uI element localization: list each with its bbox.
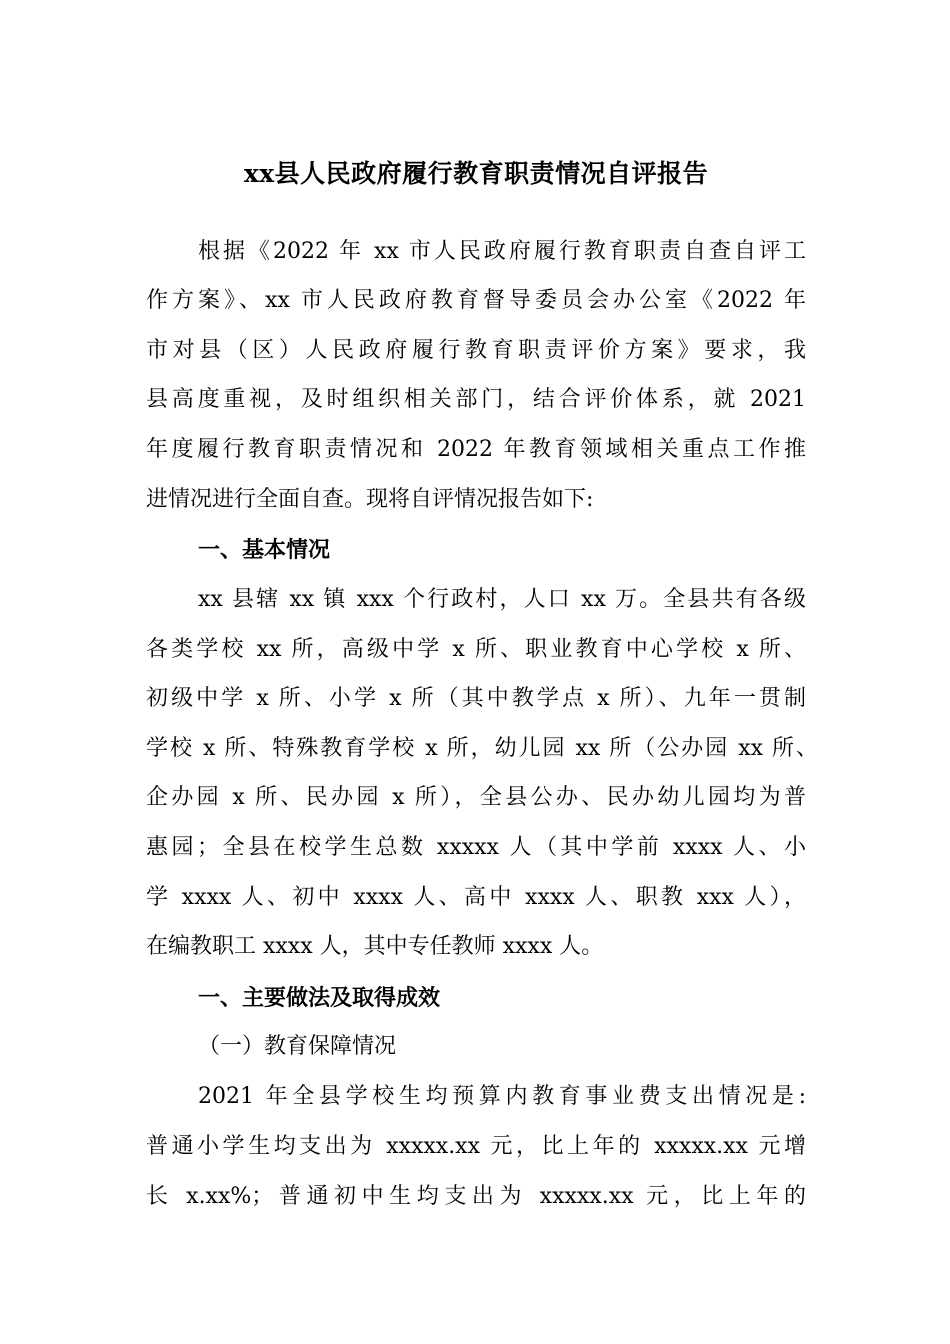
paragraph-line: 初级中学 x 所、小学 x 所（其中教学点 x 所）、九年一贯制: [146, 686, 806, 711]
paragraph-line: 各类学校 xx 所，高级中学 x 所、职业教育中心学校 x 所、: [146, 637, 806, 662]
paragraph-line: 学 xxxx 人、初中 xxxx 人、高中 xxxx 人、职教 xxx 人），: [146, 885, 806, 910]
paragraph-line: 年度履行教育职责情况和 2022 年教育领域相关重点工作推: [146, 437, 806, 462]
section-heading: 一、主要做法及取得成效: [198, 985, 441, 1011]
subsection-heading: （一）教育保障情况: [198, 1034, 397, 1059]
paragraph-line: 2021 年全县学校生均预算内教育事业费支出情况是:: [198, 1084, 806, 1109]
paragraph-line: 学校 x 所、特殊教育学校 x 所，幼儿园 xx 所（公办园 xx 所、: [146, 736, 818, 761]
paragraph-line: xx 县辖 xx 镇 xxx 个行政村，人口 xx 万。全县共有各级: [198, 587, 806, 612]
document-title: xx县人民政府履行教育职责情况自评报告: [243, 159, 709, 188]
section-heading: 一、基本情况: [198, 537, 331, 563]
paragraph-line: 长 x.xx%；普通初中生均支出为 xxxxx.xx 元，比上年的: [146, 1184, 806, 1209]
paragraph-line: 企办园 x 所、民办园 x 所），全县公办、民办幼儿园均为普: [146, 785, 806, 810]
paragraph-line: 在编教职工 xxxx 人，其中专任教师 xxxx 人。: [146, 934, 604, 959]
paragraph-line: 普通小学生均支出为 xxxxx.xx 元，比上年的 xxxxx.xx 元增: [146, 1134, 806, 1159]
paragraph-line: 市对县（区）人民政府履行教育职责评价方案》要求，我: [146, 338, 806, 363]
paragraph-line: 进情况进行全面自查。现将自评情况报告如下:: [146, 487, 594, 512]
paragraph-line: 惠园；全县在校学生总数 xxxxx 人（其中学前 xxxx 人、小: [146, 835, 806, 860]
paragraph-line: 县高度重视，及时组织相关部门，结合评价体系，就 2021: [146, 387, 806, 412]
paragraph-line: 根据《2022 年 xx 市人民政府履行教育职责自查自评工: [198, 239, 806, 264]
paragraph-line: 作方案》、xx 市人民政府教育督导委员会办公室《2022 年: [146, 288, 806, 313]
